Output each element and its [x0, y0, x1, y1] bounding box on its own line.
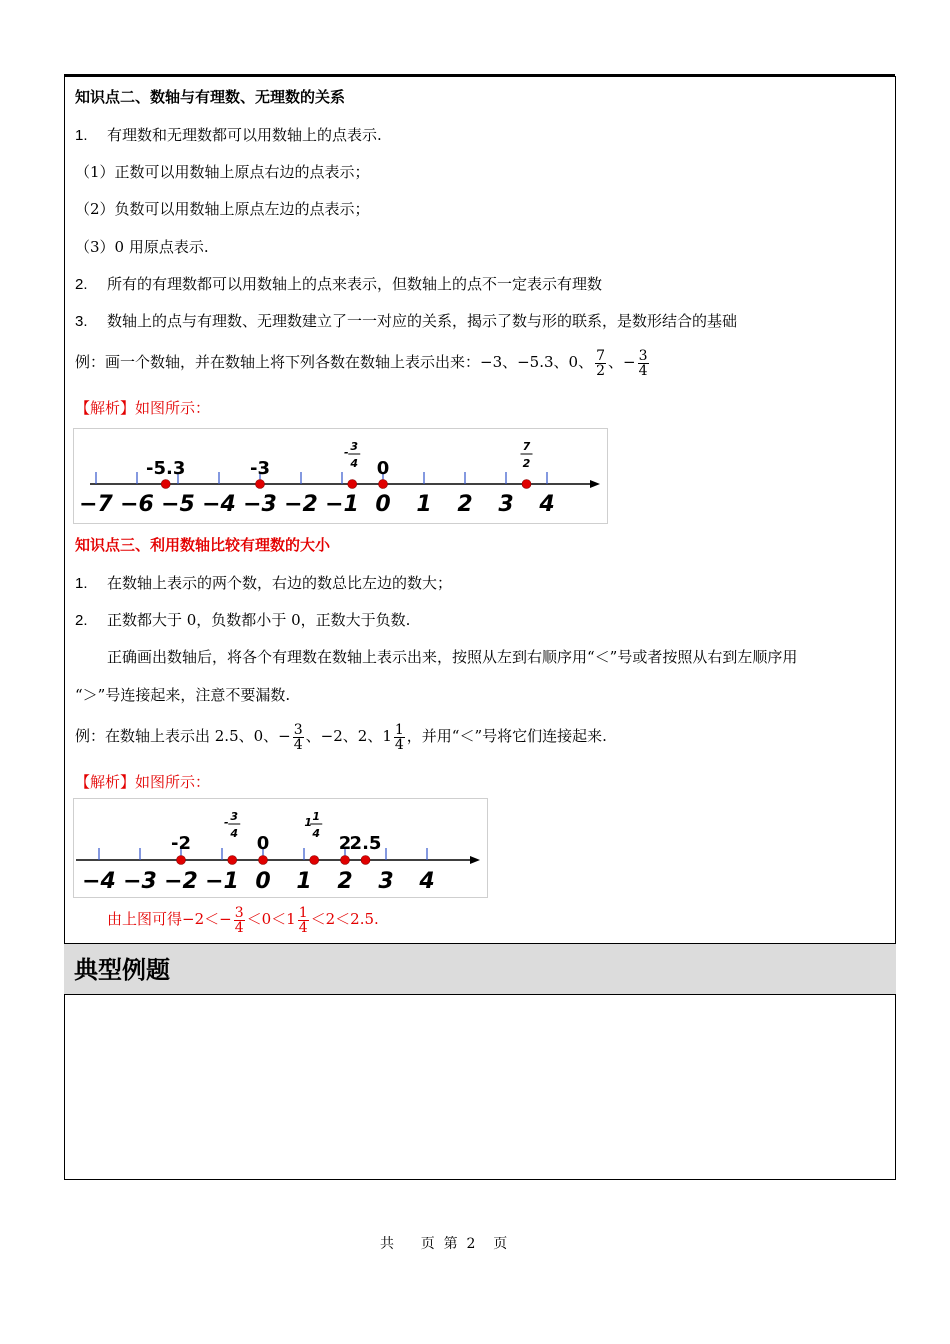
list-item: 1. 在数轴上表示的两个数，右边的数总比左边的数大；: [75, 574, 453, 592]
list-item: 1. 有理数和无理数都可以用数轴上的点表示.: [75, 126, 382, 144]
answer-2: 【解析】如图所示：: [75, 773, 211, 791]
answer-1: 【解析】如图所示：: [75, 399, 211, 417]
fraction: $\frac{3}{4}$: [234, 904, 244, 936]
fraction: $\frac{1}{4}$: [394, 721, 404, 753]
point-label-sign: -: [223, 816, 229, 829]
example-1: 例：画一个数轴，并在数轴上将下列各数在数轴上表示出来：−3、−5.3、0、 $\frac{7}{2}$ 、− $\frac{3}{4}$: [75, 347, 648, 379]
band-title: 典型例题: [74, 956, 170, 984]
point-label-denominator: 4: [230, 827, 239, 840]
tick-label: 2: [457, 492, 473, 517]
point-marker: [522, 480, 531, 489]
number-line-figure-1: [73, 428, 608, 524]
point-marker: [348, 480, 357, 489]
tick-label: 1: [296, 869, 312, 894]
conclusion: 由上图可得−2＜− $\frac{3}{4}$ ＜0＜1 $\frac{1}{4}$ ＜2＜2.5.: [107, 904, 379, 936]
paragraph: “＞”号连接起来，注意不要漏数.: [75, 686, 291, 704]
axis-arrow: [590, 480, 600, 488]
tick-label: −3: [123, 869, 157, 894]
section2-heading: 知识点二、数轴与有理数、无理数的关系: [75, 89, 346, 106]
point-label: 2.5: [349, 833, 382, 854]
point-label-denominator: 4: [312, 827, 321, 840]
point-marker: [259, 856, 268, 865]
point-marker: [228, 856, 237, 865]
point-label-numerator: 3: [230, 810, 239, 823]
fraction: $\frac{3}{4}$: [638, 347, 648, 379]
fraction: $\frac{1}{4}$: [298, 904, 308, 936]
list-item: （3）0 用原点表示.: [75, 238, 209, 256]
fraction: $\frac{7}{2}$: [596, 347, 606, 379]
point-marker: [310, 856, 319, 865]
tick-label: 2: [337, 869, 353, 894]
tick-label: −2: [164, 869, 198, 894]
list-item: 2. 所有的有理数都可以用数轴上的点来表示，但数轴上的点不一定表示有理数: [75, 275, 603, 293]
number-line-1: [74, 429, 607, 523]
point-label-denominator: 2: [522, 457, 531, 470]
point-label-numerator: 3: [350, 440, 359, 453]
tick-label: 4: [539, 492, 555, 517]
tick-label: −7: [79, 492, 113, 517]
point-marker: [256, 480, 265, 489]
section3-heading: 知识点三、利用数轴比较有理数的大小: [75, 537, 331, 554]
axis-arrow: [470, 856, 480, 864]
list-item: （1）正数可以用数轴上原点右边的点表示；: [75, 163, 370, 181]
tick-label: −2: [284, 492, 318, 517]
tick-label: 3: [498, 492, 514, 517]
tick-label: −1: [325, 492, 359, 517]
tick-label: −5: [161, 492, 195, 517]
point-label-sign: -: [343, 446, 349, 459]
tick-label: 1: [416, 492, 432, 517]
tick-label: −4: [202, 492, 236, 517]
point-marker: [341, 856, 350, 865]
tick-label: 0: [375, 492, 391, 517]
point-label: 0: [376, 458, 390, 479]
list-item: （2）负数可以用数轴上原点左边的点表示；: [75, 200, 370, 218]
point-marker: [379, 480, 388, 489]
tick-label: −3: [243, 492, 277, 517]
number-line-figure-2: [73, 798, 488, 898]
point-label: -3: [250, 458, 270, 479]
point-marker: [177, 856, 186, 865]
point-label-sign: 1: [304, 816, 313, 829]
list-item: 3. 数轴上的点与有理数、无理数建立了一一对应的关系，揭示了数与形的联系，是数形结合的基础: [75, 312, 738, 330]
tick-label: 3: [378, 869, 394, 894]
page-footer: 共 页 第 2 页: [380, 1236, 508, 1252]
point-label: -2: [171, 833, 191, 854]
fraction: $\frac{3}{4}$: [293, 721, 303, 753]
tick-label: 4: [419, 869, 435, 894]
tick-label: −1: [205, 869, 239, 894]
tick-label: 0: [255, 869, 271, 894]
point-label-denominator: 4: [350, 457, 359, 470]
point-label-numerator: 1: [312, 810, 321, 823]
list-item: 2. 正数都大于 0，负数都小于 0，正数大于负数.: [75, 611, 411, 629]
point-label-numerator: 7: [522, 440, 531, 453]
point-marker: [361, 856, 370, 865]
point-label: -5.3: [146, 458, 186, 479]
example-2: 例：在数轴上表示出 2.5、0、− $\frac{3}{4}$ 、−2、2、1 $\frac{1}{4}$ ，并用“＜”号将它们连接起来.: [75, 721, 607, 753]
paragraph: 正确画出数轴后，将各个有理数在数轴上表示出来，按照从左到右顺序用“＜”号或者按照从右到左顺序用: [107, 648, 798, 666]
tick-label: −6: [120, 492, 154, 517]
tick-label: −4: [82, 869, 116, 894]
point-label: 2: [338, 833, 352, 854]
number-line-2: [74, 799, 487, 897]
section-band: [64, 943, 896, 995]
point-marker: [161, 480, 170, 489]
point-label: 0: [256, 833, 270, 854]
